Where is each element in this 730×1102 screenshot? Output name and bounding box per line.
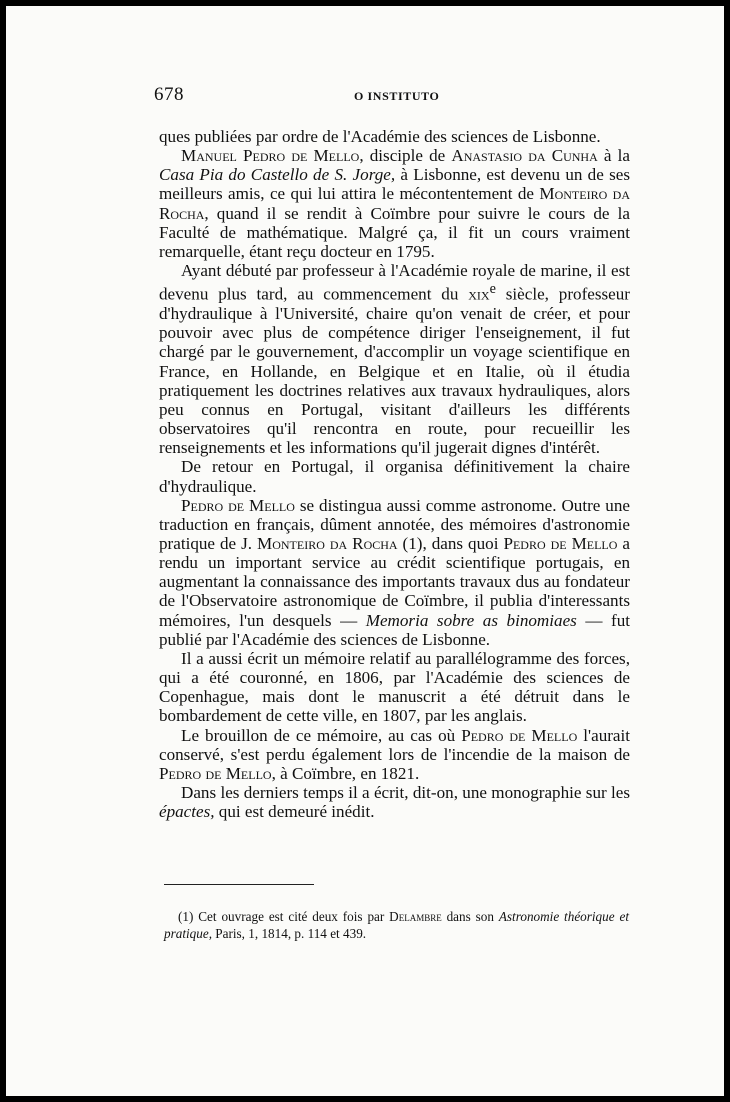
century-numeral: xix: [468, 284, 490, 304]
century-superscript: e: [489, 281, 496, 298]
person-name: Anastasio da Cunha: [451, 146, 598, 166]
page-number: 678: [154, 84, 184, 105]
book-page: [6, 6, 724, 1096]
person-name: Pedro de Mello: [461, 725, 578, 745]
person-name: Pedro de Mello: [503, 533, 618, 553]
paragraph-6: Il a aussi écrit un mémoire relatif au parallélogramme des forces, qui a été couronné, en 1806, par l'Académie des sciences de Copenhague, mais dont le manuscrit a été détruit dans le bombardement de cette ville, en 1807, par les anglais.: [159, 648, 630, 726]
paragraph-3: Ayant débuté par professeur à l'Académie royale de marine, il est devenu plus tard, au commencement du xix$^e$ siècle, professeur d'hydraulique à l'Université, chaire qu'on venait de créer, et pour pouvoir avec plus de compétence diriger l'enseignement, il fut chargé par le gouvernement, d'accomplir un voyage scientifique en France, en Hollande, en Belgique et en Italie, où il étudia pratiquement les doctrines relatives aux travaux hydrauliques, alors peu connus en Portugal, visitant d'ailleurs les différents observatoires qu'il rencontra en route, pour recueillir les renseignements et les informations qu'il jugerait dignes d'intérêt.: [159, 261, 630, 458]
paragraph-1: ques publiées par ordre de l'Académie des sciences de Lisbonne.: [159, 127, 601, 146]
person-name: Pedro de Mello: [159, 763, 272, 783]
person-name: Monteiro da Rocha: [257, 533, 398, 553]
paragraph-5: Pedro de Mello se distingua aussi comme astronome. Outre une traduction en français, dûment annotée, des mémoires d'astronomie pratique de J. Monteiro da Rocha (1), dans quoi Pedro de Mello a rendu un important service au crédit scientifique portugais, en augmentant la connaissance des importants travaux dus au fondateur de l'Observatoire astronomique de Coïmbre, il publia d'interessants mémoires, l'un desquels — Memoria sobre as binomiaes — fut publié par l'Académie des sciences de Lisbonne.: [159, 495, 631, 649]
person-name: Monteiro da Rocha: [159, 184, 630, 223]
person-name: Pedro de Mello: [181, 495, 295, 515]
institution-name: Casa Pia do Castello de S. Jorge,: [159, 165, 396, 185]
paragraph-2: Manuel Pedro de Mello, disciple de Anastasio da Cunha à la Casa Pia do Castello de S. Jorge, à Lisbonne, est devenu un de ses meilleurs amis, ce qui lui attira le mécontentement de Monteiro da Rocha, quand il se rendit à Coïmbre pour suivre le cours de la Faculté de mathématique. Malgré ça, il fit un cours vraiment remarquelle, étant reçu docteur en 1795.: [159, 146, 630, 261]
work-title: Astronomie théorique et pratique,: [164, 909, 630, 941]
footnote-text: (1) Cet ouvrage est cité deux fois par Delambre dans son Astronomie théorique et pratique, Paris, 1, 1814, p. 114 et 439.: [164, 909, 630, 941]
person-name: Manuel Pedro de Mello: [181, 146, 360, 166]
page-header: [154, 84, 634, 108]
main-text: [159, 127, 630, 821]
footnote-divider: [164, 884, 314, 885]
paragraph-4: De retour en Portugal, il organisa définitivement la chaire d'hydraulique.: [159, 457, 630, 496]
footnote: [164, 908, 629, 942]
work-title: Memoria sobre as binomiaes: [365, 610, 577, 630]
running-title: O INSTITUTO: [354, 89, 440, 103]
paragraph-7: Le brouillon de ce mémoire, au cas où Pedro de Mello l'aurait conservé, s'est perdu également lors de l'incendie de la maison de Pedro de Mello, à Coïmbre, en 1821.: [159, 725, 631, 783]
person-name: Delambre: [389, 909, 442, 924]
paragraph-8: Dans les derniers temps il a écrit, dit-on, une monographie sur les épactes, qui est demeuré inédit.: [159, 783, 630, 822]
italic-term: épactes,: [159, 802, 215, 822]
